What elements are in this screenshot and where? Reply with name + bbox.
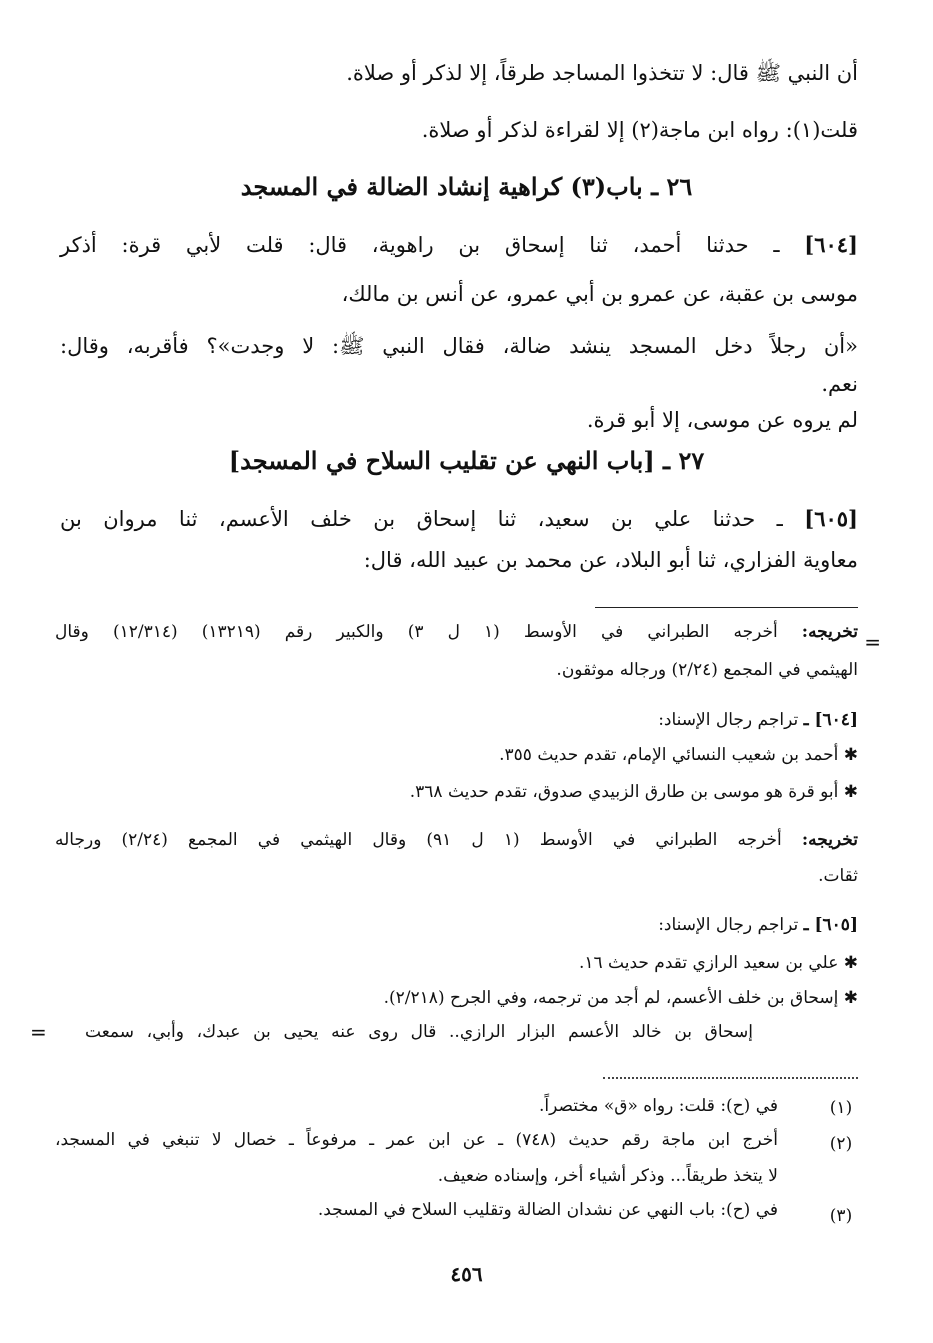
note-number: (٣): [829, 1206, 853, 1226]
bullet-icon: ✱: [843, 745, 858, 765]
page-number: ٤٥٦: [450, 1262, 483, 1286]
text-line: لم يروه عن موسى، إلا أبو قرة.: [586, 408, 858, 432]
continuation-mark: =: [30, 1020, 47, 1044]
rijal-label: [٦٠٥] ـ: [803, 915, 858, 935]
rijal-title: تراجم رجال الإسناد:: [658, 710, 799, 730]
section-heading-26: ٢٦ ـ باب(٣) كراهية إنشاد الضالة في المسجد: [240, 172, 693, 201]
text-line: معاوية الفزاري، ثنا أبو البلاد، عن محمد بن عبيد الله، قال:: [363, 548, 858, 572]
text-line: نعم.: [821, 372, 858, 396]
text-line: الهيثمي في المجمع (٢/٢٤) ورجاله موثقون.: [556, 660, 858, 680]
footnote-divider: [595, 607, 858, 608]
continuation-mark: =: [864, 630, 881, 654]
hadith-604-line: [60, 232, 858, 257]
bullet-item: [410, 782, 858, 802]
rijal-605-title: [658, 915, 858, 935]
takhrij-label: تخريجه:: [801, 830, 859, 850]
hadith-number: [٦٠٤]: [804, 232, 858, 257]
hadith-605-line: [60, 506, 858, 531]
bullet-item: [384, 988, 858, 1008]
takhrij-text: أخرجه الطبراني في الأوسط (١ ل ٩١) وقال الهيثمي في المجمع (٢/٢٤) ورجاله: [55, 830, 782, 850]
text-line: أن النبي ﷺ قال: لا تتخذوا المساجد طرقاً، إلا لذكر أو صلاة.: [346, 61, 858, 85]
hadith-text: ـ حدثنا علي بن سعيد، ثنا إسحاق بن خلف الأعسم، ثنا مروان بن: [60, 507, 783, 531]
bullet-text: إسحاق بن خلف الأعسم، لم أجد من ترجمه، وفي الجرح (٢/٢١٨).: [383, 988, 839, 1008]
bullet-icon: ✱: [843, 988, 858, 1008]
note-text: لا يتخذ طريقاً... وذكر أشياء أخر، وإسناده ضعيف.: [437, 1166, 778, 1186]
bullet-item: [499, 745, 858, 765]
notes-divider: [603, 1077, 858, 1079]
takhrij-line: [55, 622, 858, 642]
bullet-text: أبو قرة هو موسى بن طارق الزبيدي صدوق، تقدم حديث ٣٦٨.: [409, 782, 839, 802]
note-text: في (ح): باب النهي عن نشدان الضالة وتقليب السلاح في المسجد.: [317, 1200, 778, 1220]
takhrij-line: [55, 830, 858, 850]
text-line: «أن رجلاً دخل المسجد ينشد ضالة، فقال النبي ﷺ: لا وجدت»؟ فأقربه، وقال:: [60, 334, 858, 358]
bullet-text: علي بن سعيد الرازي تقدم حديث ١٦.: [578, 953, 839, 973]
note-number: (٢): [829, 1134, 853, 1154]
text-line: موسى بن عقبة، عن عمرو بن أبي عمرو، عن أنس بن مالك،: [341, 282, 858, 306]
text-line: قلت(١): رواه ابن ماجة(٢) إلا لقراءة لذكر أو صلاة.: [421, 118, 858, 142]
hadith-number: [٦٠٥]: [804, 506, 858, 531]
section-heading-27: ٢٧ ـ [باب النهي عن تقليب السلاح في المسجد]: [228, 446, 705, 475]
note-number: (١): [829, 1098, 853, 1118]
bullet-text: أحمد بن شعيب النسائي الإمام، تقدم حديث ٣٥٥.: [499, 745, 839, 765]
bullet-icon: ✱: [843, 953, 858, 973]
note-text: في (ح): قلت: رواه «ق» مختصراً.: [539, 1096, 778, 1116]
hadith-text: ـ حدثنا أحمد، ثنا إسحاق بن راهوية، قال: قلت لأبي قرة: أذكر: [60, 233, 780, 257]
text-line: إسحاق بن خالد الأعسم البزار الرازي.. قال روى عنه يحيى بن عبدك، وأبي، سمعت: [85, 1022, 753, 1042]
text-line: ثقات.: [818, 866, 858, 886]
note-text: أخرج ابن ماجة رقم حديث (٧٤٨) ـ عن ابن عمر ـ مرفوعاً ـ خصال لا تنبغي في المسجد،: [55, 1130, 778, 1150]
rijal-604-title: [658, 710, 858, 730]
rijal-label: [٦٠٤] ـ: [803, 710, 858, 730]
bullet-icon: ✱: [843, 782, 858, 802]
rijal-title: تراجم رجال الإسناد:: [658, 915, 799, 935]
takhrij-label: تخريجه:: [801, 622, 858, 642]
takhrij-text: أخرجه الطبراني في الأوسط (١ ل ٣) والكبير رقم (١٣٢١٩) (١٢/٣١٤) وقال: [55, 622, 778, 642]
bullet-item: [579, 953, 858, 973]
